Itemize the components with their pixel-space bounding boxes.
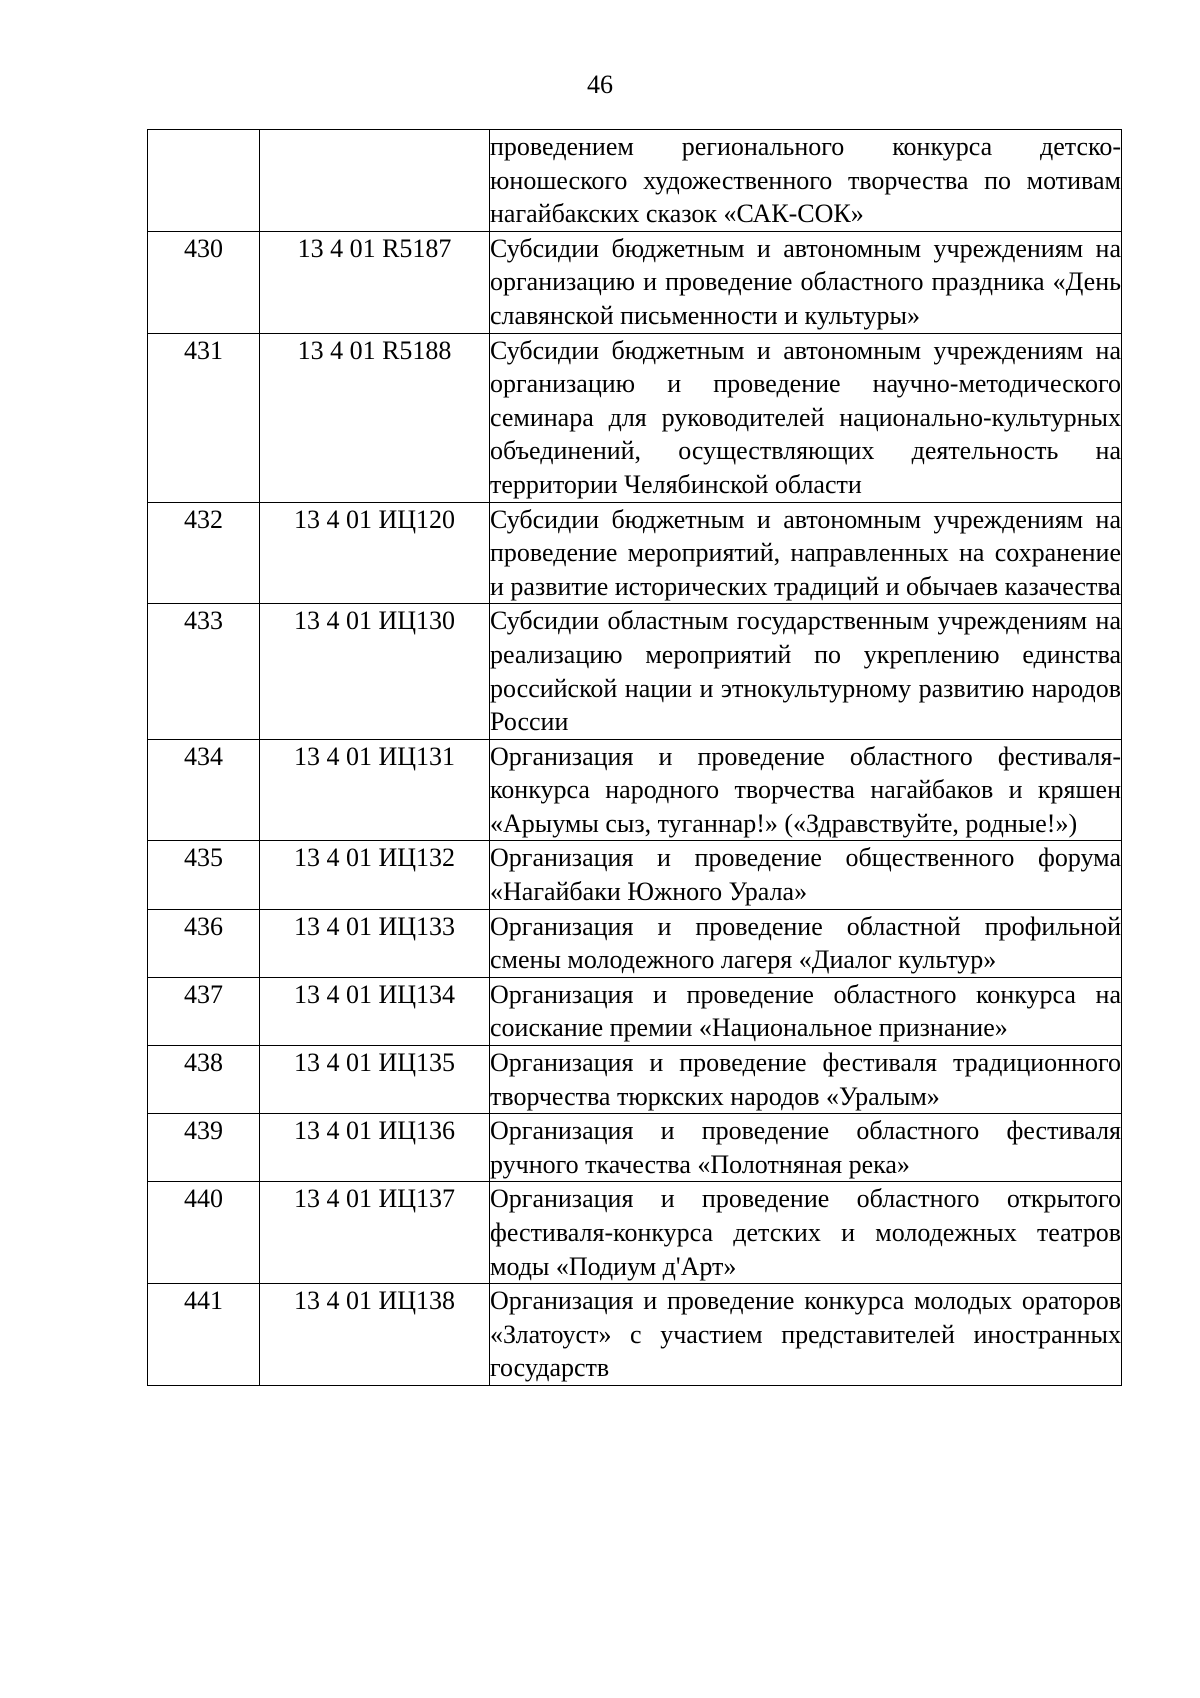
table-row — [148, 977, 1122, 1045]
row-number-cell: 435 — [148, 841, 260, 909]
row-number-cell: 441 — [148, 1284, 260, 1386]
row-number-cell: 432 — [148, 502, 260, 604]
description-cell: Организация и проведение конкурса молодых ораторов «Златоуст» с участием представителей иностранных государств — [490, 1284, 1122, 1386]
description-cell: Организация и проведение областного фестиваля-конкурса народного творчества нагайбаков и кряшен «Арыумы сыз, туганнар!» («Здравствуйте, родные!») — [490, 739, 1122, 841]
target-code-cell: 13 4 01 ИЦ136 — [260, 1114, 490, 1182]
description-cell: Организация и проведение областного конкурса на соискание премии «Национальное признание» — [490, 977, 1122, 1045]
table-row — [148, 841, 1122, 909]
description-cell: проведением регионального конкурса детско-юношеского художественного творчества по мотивам нагайбакских сказок «САК-СОК» — [490, 130, 1122, 232]
target-code-cell: 13 4 01 ИЦ132 — [260, 841, 490, 909]
description-cell: Субсидии бюджетным и автономным учреждениям на организацию и проведение областного праздника «День славянской письменности и культуры» — [490, 231, 1122, 333]
target-code-cell: 13 4 01 ИЦ133 — [260, 909, 490, 977]
description-cell: Субсидии бюджетным и автономным учреждениям на проведение мероприятий, направленных на сохранение и развитие исторических традиций и обычаев казачества — [490, 502, 1122, 604]
target-code-cell: 13 4 01 R5188 — [260, 333, 490, 502]
table-row — [148, 231, 1122, 333]
description-cell: Организация и проведение областной профильной смены молодежного лагеря «Диалог культур» — [490, 909, 1122, 977]
table-row — [148, 1114, 1122, 1182]
description-cell: Организация и проведение фестиваля традиционного творчества тюркских народов «Уралым» — [490, 1046, 1122, 1114]
row-number-cell: 440 — [148, 1182, 260, 1284]
table-row — [148, 739, 1122, 841]
table-row — [148, 1284, 1122, 1386]
row-number-cell — [148, 130, 260, 232]
target-code-cell: 13 4 01 R5187 — [260, 231, 490, 333]
row-number-cell: 433 — [148, 604, 260, 739]
description-cell: Организация и проведение областного фестиваля ручного ткачества «Полотняная река» — [490, 1114, 1122, 1182]
target-code-cell: 13 4 01 ИЦ120 — [260, 502, 490, 604]
table-row — [148, 909, 1122, 977]
target-code-cell — [260, 130, 490, 232]
target-code-cell: 13 4 01 ИЦ134 — [260, 977, 490, 1045]
description-cell: Субсидии бюджетным и автономным учреждениям на организацию и проведение научно-методического семинара для руководителей национально-культурных объединений, осуществляющих деятельность на территории Челябинской области — [490, 333, 1122, 502]
target-code-cell: 13 4 01 ИЦ130 — [260, 604, 490, 739]
description-cell: Субсидии областным государственным учреждениям на реализацию мероприятий по укреплению единства российской нации и этнокультурному развитию народов России — [490, 604, 1122, 739]
row-number-cell: 436 — [148, 909, 260, 977]
row-number-cell: 431 — [148, 333, 260, 502]
budget-classification-table — [147, 129, 1122, 1386]
row-number-cell: 439 — [148, 1114, 260, 1182]
description-cell: Организация и проведение областного открытого фестиваля-конкурса детских и молодежных театров моды «Подиум д'Арт» — [490, 1182, 1122, 1284]
row-number-cell: 430 — [148, 231, 260, 333]
row-number-cell: 438 — [148, 1046, 260, 1114]
target-code-cell: 13 4 01 ИЦ135 — [260, 1046, 490, 1114]
row-number-cell: 437 — [148, 977, 260, 1045]
table-row — [148, 130, 1122, 232]
description-cell: Организация и проведение общественного форума «Нагайбаки Южного Урала» — [490, 841, 1122, 909]
table-row — [148, 1046, 1122, 1114]
table-row — [148, 333, 1122, 502]
row-number-cell: 434 — [148, 739, 260, 841]
target-code-cell: 13 4 01 ИЦ138 — [260, 1284, 490, 1386]
table-row — [148, 604, 1122, 739]
target-code-cell: 13 4 01 ИЦ137 — [260, 1182, 490, 1284]
table-row — [148, 1182, 1122, 1284]
target-code-cell: 13 4 01 ИЦ131 — [260, 739, 490, 841]
page-number: 46 — [587, 70, 613, 99]
table-row — [148, 502, 1122, 604]
